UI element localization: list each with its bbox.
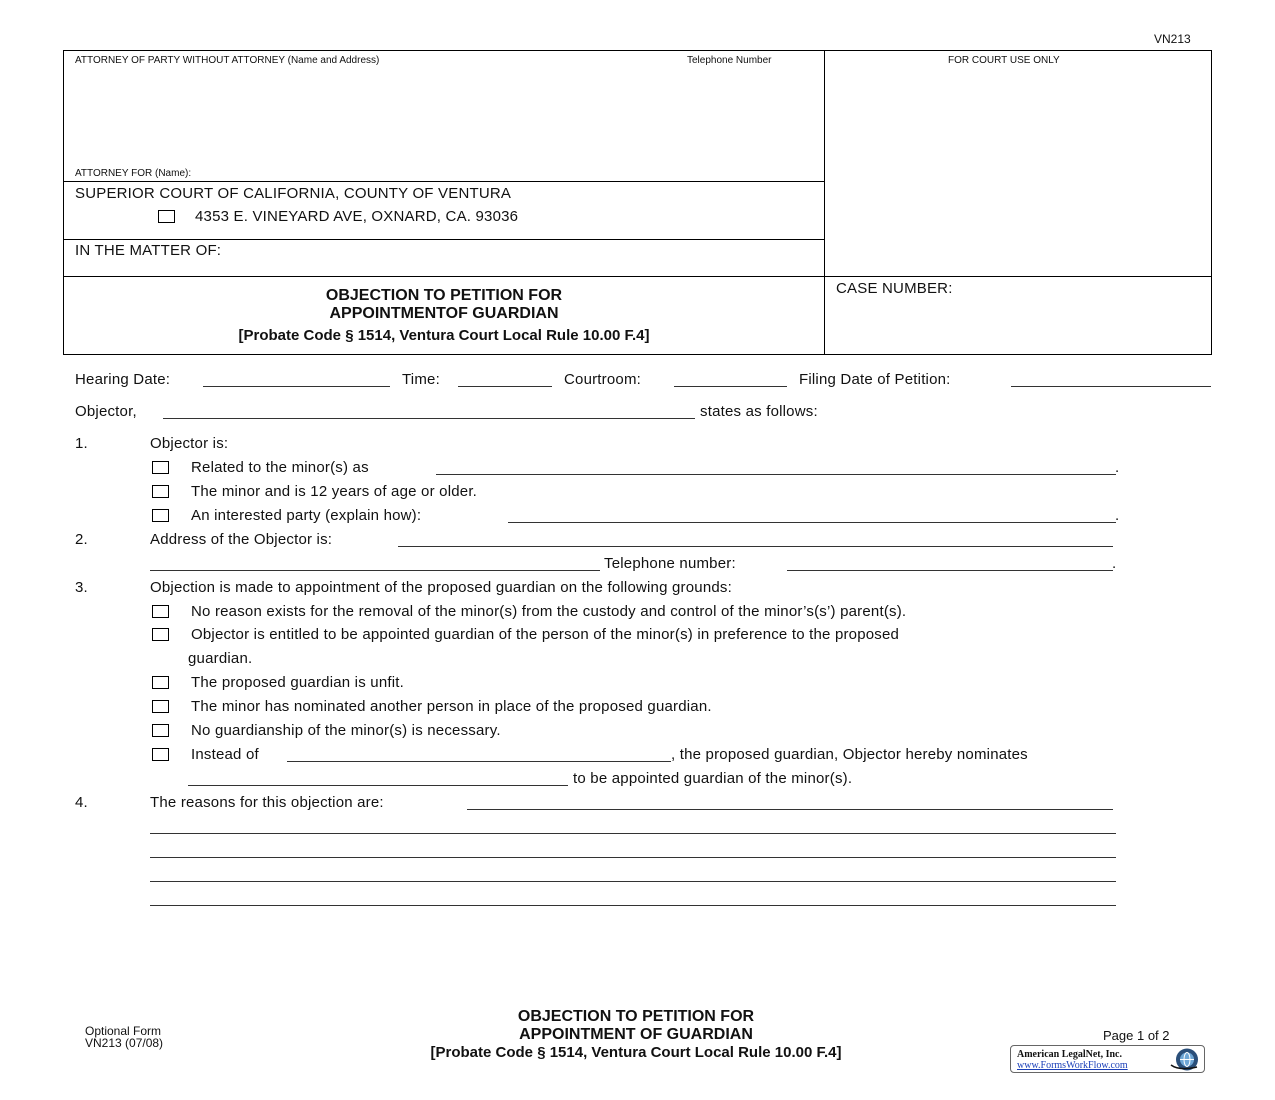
item2-phone-field[interactable]: [787, 570, 1113, 571]
item2-address-field[interactable]: [398, 546, 1113, 547]
item3-opt6-label-mid: , the proposed guardian, Objector hereby nominates: [671, 746, 1028, 763]
filing-date-label: Filing Date of Petition:: [799, 371, 951, 388]
item3-opt2-label: Objector is entitled to be appointed guardian of the person of the minor(s) in preference to the proposed: [191, 626, 900, 643]
footer-title-line-2: APPOINTMENT OF GUARDIAN: [519, 1026, 753, 1043]
globe-icon: [1167, 1047, 1203, 1072]
divider-court: [63, 239, 825, 240]
attorney-label: ATTORNEY OF PARTY WITHOUT ATTORNEY (Name and Address): [75, 55, 380, 66]
objector-label: Objector,: [75, 403, 137, 420]
header-divider-vertical: [824, 50, 825, 355]
item3-opt4-checkbox[interactable]: [152, 700, 169, 713]
footer-title-line-1: OBJECTION TO PETITION FOR: [517, 1008, 755, 1025]
item3-opt2-label-cont: guardian.: [188, 650, 253, 667]
item1-opt1-period: .: [1115, 459, 1120, 476]
item2-title: Address of the Objector is:: [150, 531, 333, 548]
item3-opt3-checkbox[interactable]: [152, 676, 169, 689]
footer-page-number: Page 1 of 2: [1103, 1028, 1170, 1043]
item3-opt5-checkbox[interactable]: [152, 724, 169, 737]
item2-number: 2.: [75, 531, 88, 548]
item1-opt3-checkbox[interactable]: [152, 509, 169, 522]
item4-reason-line-2[interactable]: [150, 833, 1116, 834]
court-name: SUPERIOR COURT OF CALIFORNIA, COUNTY OF VENTURA: [75, 185, 512, 202]
item1-opt3-label: An interested party (explain how):: [191, 507, 422, 524]
court-address-checkbox[interactable]: [158, 210, 175, 223]
divider-matter: [63, 276, 1212, 277]
item4-reason-line-4[interactable]: [150, 881, 1116, 882]
hearing-date-field[interactable]: [203, 386, 390, 387]
item1-relation-field[interactable]: [436, 474, 1116, 475]
courtroom-field[interactable]: [674, 386, 787, 387]
divider-attorney: [63, 181, 825, 182]
item1-opt1-label: Related to the minor(s) as: [191, 459, 369, 476]
case-number-label: CASE NUMBER:: [836, 280, 953, 297]
item4-reason-line-1[interactable]: [467, 809, 1113, 810]
telephone-label: Telephone Number: [687, 55, 772, 66]
item4-reason-line-5[interactable]: [150, 905, 1116, 906]
title-line-1: OBJECTION TO PETITION FOR: [325, 287, 563, 304]
objector-name-field[interactable]: [163, 418, 695, 419]
header-bottom-border: [63, 354, 1212, 355]
objector-states: states as follows:: [700, 403, 818, 420]
form-id: VN213: [1154, 32, 1191, 46]
filing-date-field[interactable]: [1011, 386, 1211, 387]
title-line-2: APPOINTMENTOF GUARDIAN: [329, 305, 559, 322]
item3-opt2-checkbox[interactable]: [152, 628, 169, 641]
time-field[interactable]: [458, 386, 552, 387]
item1-title: Objector is:: [150, 435, 229, 452]
logo-url[interactable]: www.FormsWorkFlow.com: [1017, 1060, 1128, 1071]
header-right-border: [1211, 50, 1212, 355]
footer-form-rev: VN213 (07/08): [85, 1036, 164, 1050]
item1-opt1-checkbox[interactable]: [152, 461, 169, 474]
item3-opt5-label: No guardianship of the minor(s) is necessary.: [191, 722, 501, 739]
item3-title: Objection is made to appointment of the proposed guardian on the following grounds:: [150, 579, 732, 596]
item1-opt2-label: The minor and is 12 years of age or older.: [191, 483, 478, 500]
item3-opt6-label-end: to be appointed guardian of the minor(s).: [573, 770, 853, 787]
attorney-for-label: ATTORNEY FOR (Name):: [75, 168, 192, 179]
footer-title-line-3: [Probate Code § 1514, Ventura Court Local Rule 10.00 F.4]: [430, 1044, 842, 1061]
item3-opt3-label: The proposed guardian is unfit.: [191, 674, 404, 691]
court-use-label: FOR COURT USE ONLY: [948, 55, 1060, 66]
title-line-3: [Probate Code § 1514, Ventura Court Local Rule 10.00 F.4]: [238, 327, 650, 344]
header-top-border: [63, 50, 1212, 51]
item4-number: 4.: [75, 794, 88, 811]
item4-reason-line-3[interactable]: [150, 857, 1116, 858]
hearing-date-label: Hearing Date:: [75, 371, 171, 388]
item3-instead-of-field[interactable]: [287, 761, 671, 762]
time-label: Time:: [402, 371, 440, 388]
logo-company-name: American LegalNet, Inc.: [1017, 1049, 1122, 1060]
courtroom-label: Courtroom:: [564, 371, 642, 388]
item1-opt2-checkbox[interactable]: [152, 485, 169, 498]
american-legalnet-logo[interactable]: [1010, 1045, 1205, 1073]
item3-opt1-label: No reason exists for the removal of the minor(s) from the custody and control of the minor’s(s’) parent(s).: [191, 603, 907, 620]
item4-title: The reasons for this objection are:: [150, 794, 384, 811]
item2-address-field-2[interactable]: [150, 570, 600, 571]
item3-number: 3.: [75, 579, 88, 596]
item3-opt6-label: Instead of: [191, 746, 259, 763]
footer-optional-form: Optional Form: [85, 1024, 162, 1038]
item1-number: 1.: [75, 435, 88, 452]
item3-nominee-field[interactable]: [188, 785, 568, 786]
item1-opt3-period: .: [1115, 507, 1120, 524]
item2-phone-period: .: [1112, 555, 1117, 572]
item2-phone-label: Telephone number:: [604, 555, 736, 572]
item3-opt1-checkbox[interactable]: [152, 605, 169, 618]
court-address: 4353 E. VINEYARD AVE, OXNARD, CA. 93036: [195, 208, 519, 225]
matter-label: IN THE MATTER OF:: [75, 242, 222, 259]
item3-opt6-checkbox[interactable]: [152, 748, 169, 761]
item3-opt4-label: The minor has nominated another person in place of the proposed guardian.: [191, 698, 712, 715]
item1-interest-field[interactable]: [508, 522, 1116, 523]
